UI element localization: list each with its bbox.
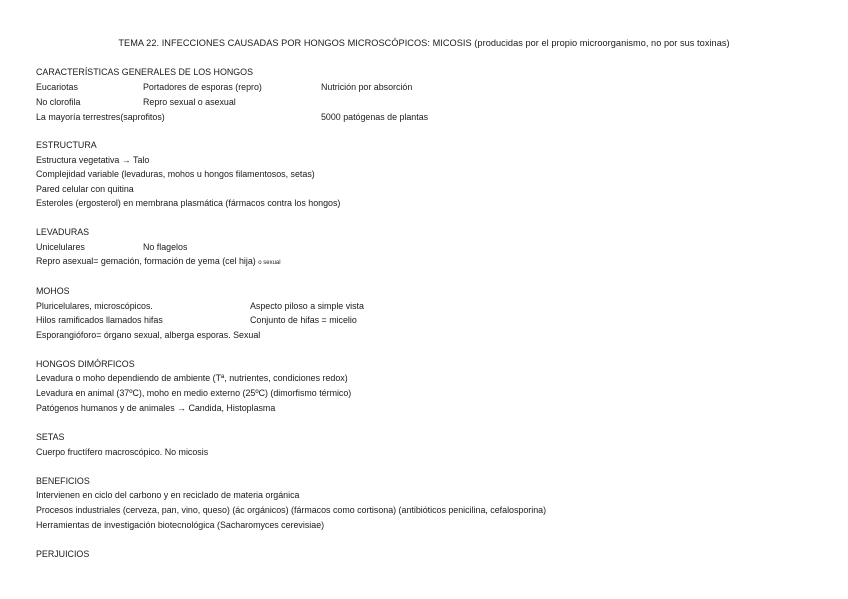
section-heading-levaduras: LEVADURAS bbox=[36, 227, 90, 237]
text-eucariotas: Eucariotas bbox=[36, 82, 78, 92]
text-repro: Repro sexual o asexual bbox=[143, 97, 236, 107]
text-cuerpo-fructifero: Cuerpo fructífero macroscópico. No micosis bbox=[36, 447, 209, 457]
text-levadura-o-moho: Levadura o moho dependiendo de ambiente (Tª, nutrientes, condiciones redox) bbox=[36, 373, 348, 383]
text-herramientas: Herramientas de investigación biotecnológica (Sacharomyces cerevisiae) bbox=[36, 520, 325, 530]
section-heading-estructura: ESTRUCTURA bbox=[36, 140, 97, 150]
text-ciclo-carbono: Intervienen en ciclo del carbono y en reciclado de materia orgánica bbox=[36, 490, 300, 500]
text-pared-celular: Pared celular con quitina bbox=[36, 184, 134, 194]
text-esporas: Portadores de esporas (repro) bbox=[143, 82, 262, 92]
text-no-clorofila: No clorofila bbox=[36, 97, 81, 107]
section-heading-perjuicios: PERJUICIOS bbox=[36, 549, 90, 559]
text-dimorfismo-termico: Levadura en animal (37ºC), moho en medio externo (25ºC) (dimorfismo térmico) bbox=[36, 388, 352, 398]
text-nutricion: Nutrición por absorción bbox=[321, 82, 413, 92]
section-heading-setas: SETAS bbox=[36, 432, 65, 442]
document-title: TEMA 22. INFECCIONES CAUSADAS POR HONGOS MICROSCÓPICOS: MICOSIS (producidas por el propio microorganismo, no por sus toxinas) bbox=[118, 38, 730, 48]
text-patogenos-humanos: Patógenos humanos y de animales → Candida, Histoplasma bbox=[36, 403, 276, 413]
text-complejidad: Complejidad variable (levaduras, mohos u hongos filamentosos, setas) bbox=[36, 169, 315, 179]
section-heading-generales: CARACTERÍSTICAS GENERALES DE LOS HONGOS bbox=[36, 67, 253, 77]
text-aspecto-piloso: Aspecto piloso a simple vista bbox=[250, 301, 364, 311]
text-terrestres: La mayoría terrestres(saprofitos) bbox=[36, 112, 165, 122]
text-repro-asexual-main: Repro asexual= gemación, formación de yema (cel hija) bbox=[36, 256, 256, 266]
text-no-flagelos: No flagelos bbox=[143, 242, 188, 252]
text-repro-asexual bbox=[36, 256, 281, 269]
text-pluricelulares: Pluricelulares, microscópicos. bbox=[36, 301, 153, 311]
text-esteroles: Esteroles (ergosterol) en membrana plasmática (fármacos contra los hongos) bbox=[36, 198, 341, 208]
text-procesos-industriales: Procesos industriales (cerveza, pan, vino, queso) (ác orgánicos) (fármacos como cortisona) (antibióticos penicilina, cefalosporina) bbox=[36, 505, 547, 515]
section-heading-beneficios: BENEFICIOS bbox=[36, 476, 90, 486]
text-patogenas-plantas: 5000 patógenas de plantas bbox=[321, 112, 429, 122]
text-hilos-ramificados: Hilos ramificados llamados hifas bbox=[36, 315, 163, 325]
text-estructura-vegetativa: Estructura vegetativa → Talo bbox=[36, 155, 150, 165]
text-micelio: Conjunto de hifas = micelio bbox=[250, 315, 357, 325]
text-unicelulares: Unicelulares bbox=[36, 242, 85, 252]
section-heading-dimorficos: HONGOS DIMÓRFICOS bbox=[36, 359, 135, 369]
text-o-sexual: o sexual bbox=[258, 260, 281, 266]
text-esporangioforo: Esporangióforo= órgano sexual, alberga esporas. Sexual bbox=[36, 330, 261, 340]
section-heading-mohos: MOHOS bbox=[36, 286, 70, 296]
